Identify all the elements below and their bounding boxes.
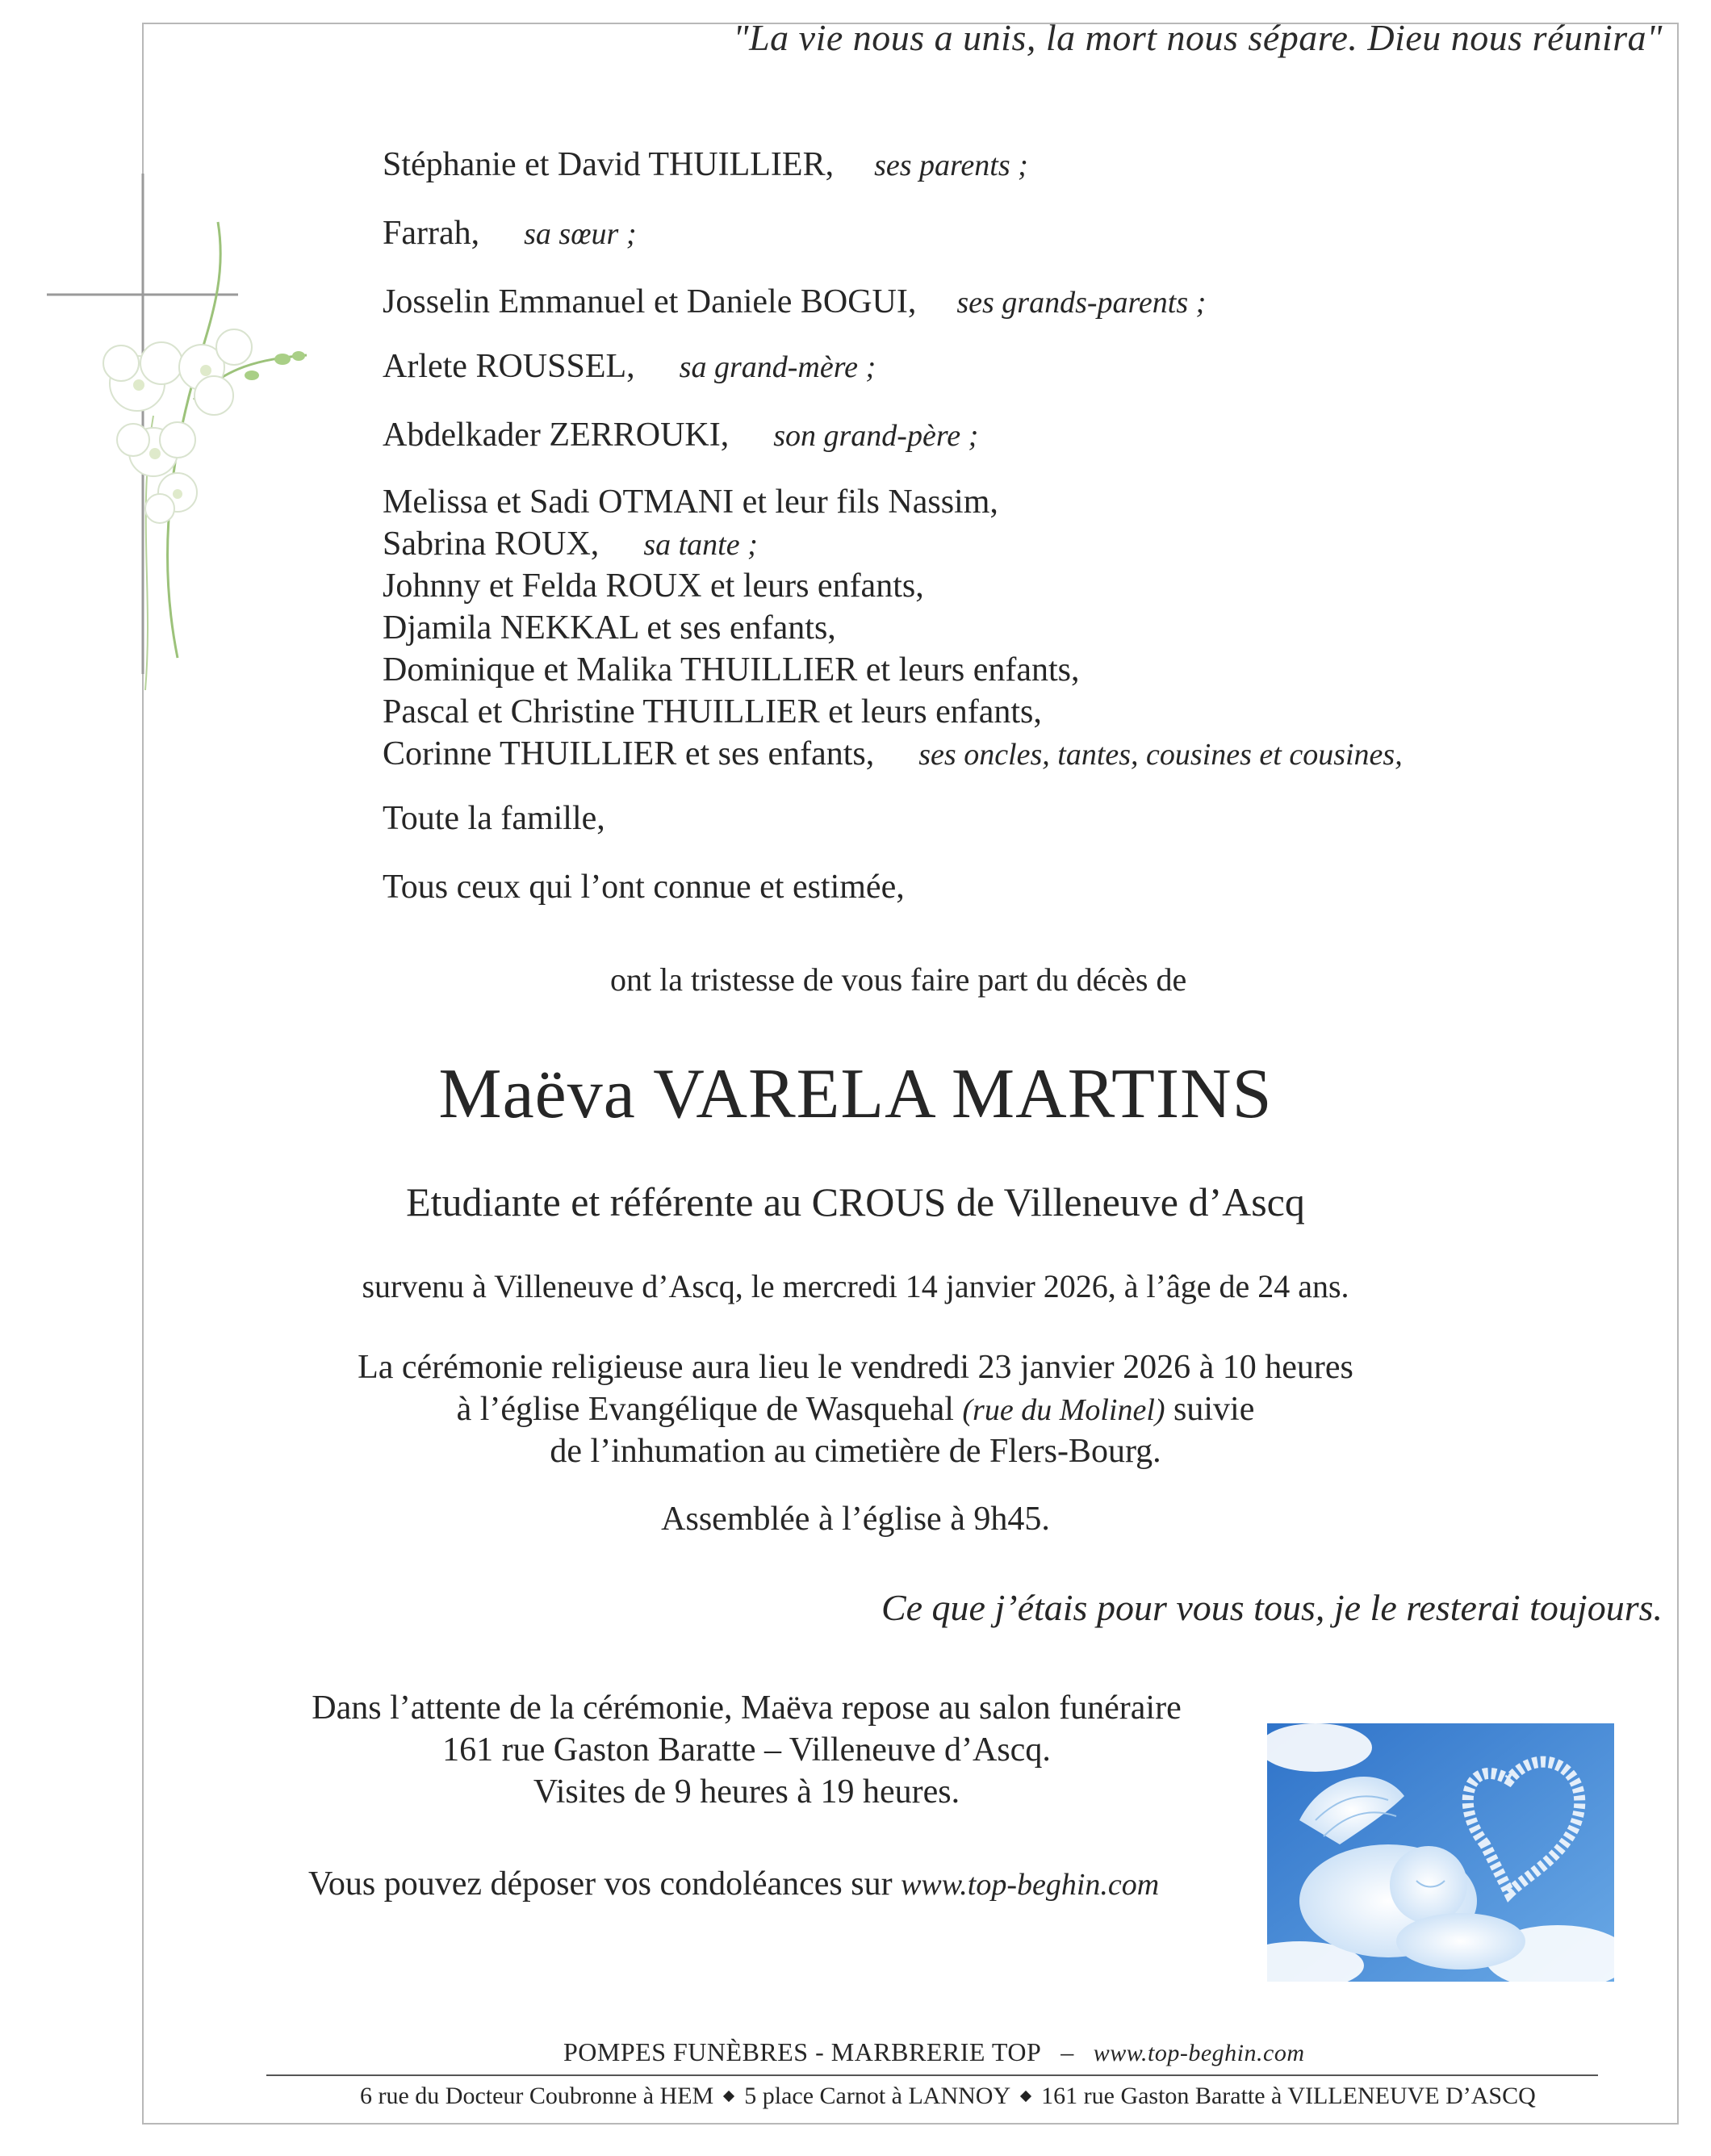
- relative-line: Pascal et Christine THUILLIER et leurs enfants,: [383, 693, 1042, 731]
- family-line-parents: Stéphanie et David THUILLIER, ses parents ;: [383, 146, 1028, 183]
- relative-line: Djamila NEKKAL et ses enfants,: [383, 609, 836, 647]
- occupation: Etudiante et référente au CROUS de Villeneuve d’Ascq: [406, 1179, 1305, 1225]
- viewing-line-1: Dans l’attente de la cérémonie, Maëva repose au salon funéraire: [312, 1689, 1182, 1727]
- relative-line: Melissa et Sadi OTMANI et leur fils Nassim,: [383, 484, 998, 521]
- condolences: Vous pouvez déposer vos condoléances sur www.top-beghin.com: [308, 1865, 1160, 1903]
- bullet-icon: [723, 2091, 734, 2102]
- relative-line: Corinne THUILLIER et ses enfants, ses oncles, tantes, cousines et cousines,: [383, 735, 1403, 772]
- condolences-link[interactable]: www.top-beghin.com: [901, 1868, 1160, 1902]
- ceremony-line-3: de l’inhumation au cimetière de Flers-Bourg.: [550, 1433, 1161, 1470]
- angel-in-clouds-image: [1267, 1723, 1614, 1982]
- bullet-icon: [1020, 2091, 1031, 2102]
- ceremony-line-2: à l’église Evangélique de Wasquehal (rue du Molinel) suivie: [456, 1391, 1255, 1428]
- footer-company: POMPES FUNÈBRES - MARBRERIE TOP – www.top-beghin.com: [563, 2037, 1305, 2066]
- header-quote: "La vie nous a unis, la mort nous sépare. Dieu nous réunira": [733, 17, 1663, 58]
- family-line-grandparents: Josselin Emmanuel et Daniele BOGUI, ses grands-parents ;: [383, 283, 1207, 320]
- footer-rule: [266, 2074, 1598, 2076]
- deceased-name: Maëva VARELA MARTINS: [438, 1055, 1273, 1133]
- viewing-line-3: Visites de 9 heures à 19 heures.: [533, 1773, 960, 1811]
- assembly: Assemblée à l’église à 9h45.: [661, 1501, 1050, 1538]
- relative-line: Dominique et Malika THUILLIER et leurs enfants,: [383, 651, 1080, 689]
- footer-website-link[interactable]: www.top-beghin.com: [1093, 2040, 1305, 2066]
- family-line-grandmother: Arlete ROUSSEL, sa grand-mère ;: [383, 348, 876, 385]
- family-all: Toute la famille,: [383, 800, 605, 837]
- relative-line: Johnny et Felda ROUX et leurs enfants,: [383, 567, 924, 605]
- cross-with-orchids-icon: [40, 174, 323, 690]
- relative-line: Sabrina ROUX, sa tante ;: [383, 525, 758, 563]
- announcement: ont la tristesse de vous faire part du décès de: [610, 961, 1187, 998]
- ceremony-line-1: La cérémonie religieuse aura lieu le vendredi 23 janvier 2026 à 10 heures: [358, 1349, 1353, 1386]
- family-line-sister: Farrah, sa sœur ;: [383, 215, 637, 252]
- death-info: survenu à Villeneuve d’Ascq, le mercredi 14 janvier 2026, à l’âge de 24 ans.: [362, 1268, 1349, 1304]
- family-line-grandfather: Abdelkader ZERROUKI, son grand-père ;: [383, 417, 979, 454]
- viewing-line-2: 161 rue Gaston Baratte – Villeneuve d’Ascq.: [442, 1731, 1051, 1769]
- closing-quote: Ce que j’étais pour vous tous, je le resterai toujours.: [881, 1587, 1663, 1628]
- acquaintances: Tous ceux qui l’ont connue et estimée,: [383, 869, 905, 906]
- footer-addresses: 6 rue du Docteur Coubronne à HEM 5 place Carnot à LANNOY 161 rue Gaston Baratte à VILLENEUVE D’ASCQ: [360, 2083, 1536, 2109]
